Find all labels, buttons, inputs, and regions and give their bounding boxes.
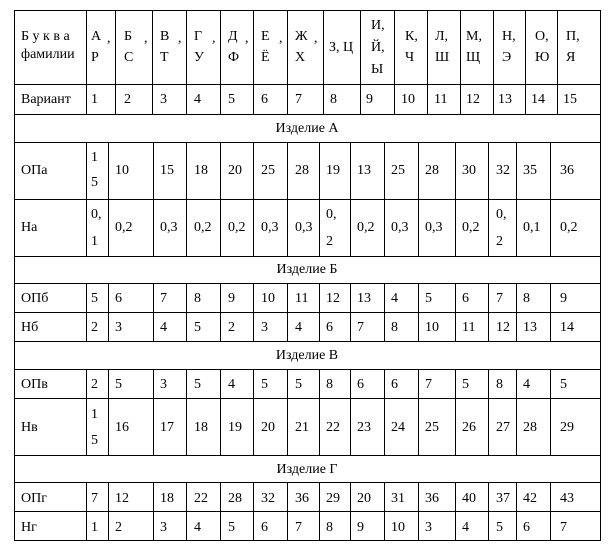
na-cell: 0,2 [357,220,375,235]
header-label-line2: фамилии [21,47,75,62]
opb-cell: 7 [160,291,167,306]
nv-cell: 22 [326,420,340,435]
letter-col-6-b: Ё [261,50,270,65]
nb-cell: 5 [194,320,201,335]
opv-cell: 7 [425,377,432,392]
opg-cell: 31 [391,491,405,506]
letter-col-7-comma: , [314,31,318,46]
opa-cell: 28 [425,163,439,178]
nb-cell: 7 [357,320,364,335]
nv-cell: 23 [357,420,371,435]
opb-cell: 4 [391,291,398,306]
opa-cell: 36 [560,163,574,178]
letter-col-9-a: И, [371,18,385,33]
opg-cell: 36 [425,491,439,506]
opv-cell: 5 [115,377,122,392]
opv-cell: 4 [228,377,235,392]
nv-cell: 25 [425,420,439,435]
opb-cell: 12 [326,291,340,306]
na-cell: 0,2 [194,220,212,235]
nb-cell: 14 [560,320,574,335]
letter-col-4-a: Г [194,29,203,44]
nv-cell: 21 [295,420,309,435]
variant-cell: 13 [498,92,512,107]
letter-col-12-b: Щ [466,50,481,65]
nb-cell: 13 [523,320,537,335]
nv-label: Нв [21,420,38,435]
opg-cell: 18 [160,491,174,506]
nb-cell: 11 [462,320,476,335]
ng-cell: 7 [295,520,302,535]
nv-cell: 16 [115,420,129,435]
nv-cell: 20 [261,420,275,435]
letter-col-6-a: Е [261,29,270,44]
letter-col-15-b: Я [566,50,576,65]
opv-cell: 8 [496,377,503,392]
opv-cell: 5 [560,377,567,392]
letter-col-3-a: В [160,29,170,44]
ng-cell: 9 [357,520,364,535]
variant-cell: 15 [563,92,577,107]
ng-cell: 1 [91,520,98,535]
na-cell: 0, [496,207,507,222]
letter-col-15-a: П, [566,29,580,44]
opv-cell: 5 [295,377,302,392]
opa-cell: 18 [194,163,208,178]
letter-col-10-a: К, [405,29,418,44]
opg-cell: 20 [357,491,371,506]
section-title-a: Изделие А [275,121,339,136]
letter-col-9-c: Ы [371,62,384,77]
variant-cell: 14 [531,92,545,107]
variant-cell: 7 [295,92,302,107]
ng-cell: 5 [228,520,235,535]
letter-col-10-b: Ч [405,50,415,65]
variant-cell: 9 [366,92,373,107]
opb-cell: 7 [496,291,503,306]
letter-col-13-a: Н, [502,29,516,44]
na-cell: 0,3 [160,220,178,235]
letter-col-5-a: Д [228,29,238,44]
nb-cell: 2 [91,320,98,335]
nb-cell: 12 [496,320,510,335]
letter-col-14-a: О, [535,29,549,44]
opv-cell: 2 [91,377,98,392]
opg-cell: 28 [228,491,242,506]
letter-col-3-b: Т [160,50,169,65]
opb-cell: 10 [261,291,275,306]
na-cell: 0,2 [462,220,480,235]
opa-label: ОПа [21,163,48,178]
opa-cell: 15 [160,163,174,178]
na-cell: 0,2 [228,220,246,235]
opb-cell: 6 [462,291,469,306]
letter-col-4-comma: , [212,31,216,46]
letter-col-13-b: Э [502,50,512,65]
opg-cell: 29 [326,491,340,506]
opb-cell: 13 [357,291,371,306]
na-cell: 0, [326,207,337,222]
ng-cell: 10 [391,520,405,535]
opg-cell: 37 [496,491,510,506]
ng-cell: 3 [160,520,167,535]
header-label-line1: Б у к в а [21,29,70,44]
opa-cell: 25 [261,163,275,178]
nv-cell: 17 [160,420,174,435]
opg-label: ОПг [21,491,47,506]
variant-cell: 3 [160,92,167,107]
letter-col-5-comma: , [245,31,249,46]
letter-col-14-b: Ю [535,50,550,65]
variant-cell: 1 [91,92,98,107]
opv-cell: 5 [261,377,268,392]
nb-cell: 10 [425,320,439,335]
variant-cell: 4 [194,92,201,107]
opa-cell: 30 [462,163,476,178]
opg-cell: 12 [115,491,129,506]
opg-cell: 40 [462,491,476,506]
opa-cell: 20 [228,163,242,178]
variant-cell: 6 [261,92,268,107]
nb-cell: 8 [391,320,398,335]
opb-cell: 9 [228,291,235,306]
ng-cell: 6 [261,520,268,535]
na-first-line1: 0, [91,207,102,222]
opa-cell: 10 [115,163,129,178]
letter-col-3-comma: , [178,31,182,46]
nv-cell: 18 [194,420,208,435]
nb-cell: 3 [115,320,122,335]
letter-col-1-comma: , [107,31,111,46]
nv-cell: 19 [228,420,242,435]
nb-cell: 2 [228,320,235,335]
ng-cell: 4 [194,520,201,535]
opb-cell: 8 [523,291,530,306]
letter-col-4-b: У [194,50,204,65]
letter-col-5-b: Ф [228,50,240,65]
opb-cell: 5 [425,291,432,306]
nv-cell: 24 [391,420,405,435]
letter-col-9-b: Й, [371,40,385,55]
opg-cell: 22 [194,491,208,506]
opv-cell: 5 [462,377,469,392]
opb-cell: 9 [560,291,567,306]
letter-col-8: З, Ц [329,40,354,55]
na-first-line2: 1 [91,234,98,249]
section-title-b: Изделие Б [276,262,338,277]
opv-cell: 5 [194,377,201,392]
letter-col-11-a: Л, [435,29,448,44]
nb-cell: 4 [295,320,302,335]
letter-col-1-a: А [91,29,102,44]
opg-cell: 42 [523,491,537,506]
opa-cell: 35 [523,163,537,178]
variant-cell: 5 [228,92,235,107]
opg-cell: 36 [295,491,309,506]
nv-cell: 27 [496,420,510,435]
opg-cell: 32 [261,491,275,506]
na-cell: 0,2 [560,220,578,235]
na-cell: 0,3 [295,220,313,235]
nv-cell: 26 [462,420,476,435]
opb-cell: 6 [115,291,122,306]
opb-cell: 8 [194,291,201,306]
na-cell-wrap: 2 [496,234,503,249]
opv-cell: 6 [357,377,364,392]
opv-cell: 3 [160,377,167,392]
letter-col-7-a: Ж [295,29,308,44]
opb-cell: 5 [91,291,98,306]
na-cell-wrap: 2 [326,234,333,249]
nb-cell: 3 [261,320,268,335]
section-title-g: Изделие Г [276,462,338,477]
variant-cell: 2 [124,92,131,107]
opv-cell: 4 [523,377,530,392]
variant-cell: 10 [401,92,415,107]
ng-cell: 4 [462,520,469,535]
letter-col-2-a: Б [124,29,133,44]
ng-cell: 6 [523,520,530,535]
opa-cell: 32 [496,163,510,178]
opg-cell: 43 [560,491,574,506]
nb-cell: 4 [160,320,167,335]
na-cell: 0,2 [115,220,133,235]
opv-cell: 8 [326,377,333,392]
nv-first-line2: 5 [91,433,98,448]
variant-cell: 8 [330,92,337,107]
opa-cell: 19 [326,163,340,178]
section-title-v: Изделие В [275,348,339,363]
variant-cell: 11 [434,92,448,107]
ng-cell: 5 [496,520,503,535]
letter-col-2-comma: , [144,31,148,46]
variant-label: Вариант [21,92,71,107]
variant-cell: 12 [466,92,480,107]
letter-col-6-comma: , [279,31,283,46]
nb-label: Нб [21,320,39,335]
na-cell: 0,3 [425,220,443,235]
ng-cell: 3 [425,520,432,535]
opb-label: ОПб [21,291,49,306]
nb-cell: 6 [326,320,333,335]
na-label: На [21,220,38,235]
ng-label: Нг [21,520,37,535]
na-cell: 0,3 [261,220,279,235]
letter-col-11-b: Ш [435,50,450,65]
opa-first-line2: 5 [91,175,98,190]
na-cell: 0,3 [391,220,409,235]
na-cell: 0,1 [523,220,541,235]
ng-cell: 7 [560,520,567,535]
opa-cell: 25 [391,163,405,178]
opa-cell: 28 [295,163,309,178]
nv-cell: 28 [523,420,537,435]
letter-col-1-b: Р [91,50,99,65]
opv-cell: 6 [391,377,398,392]
letter-col-2-b: С [124,50,134,65]
opb-cell: 11 [295,291,309,306]
ng-cell: 2 [115,520,122,535]
letter-col-7-b: Х [295,50,306,65]
opa-cell: 13 [357,163,371,178]
opv-label: ОПв [21,377,48,392]
ng-cell: 8 [326,520,333,535]
nv-cell: 29 [560,420,574,435]
opa-first-line1: 1 [91,150,98,165]
nv-first-line1: 1 [91,407,98,422]
letter-col-12-a: М, [466,29,482,44]
opg-cell: 7 [91,491,98,506]
